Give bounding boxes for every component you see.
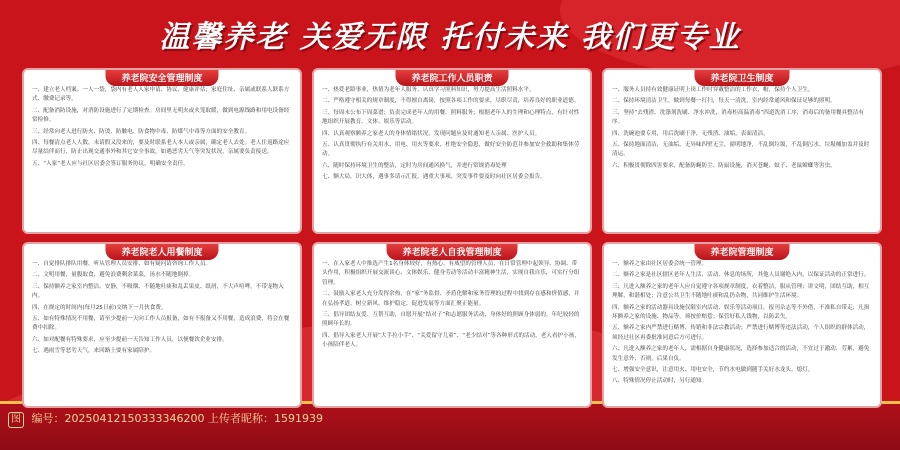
rule-list xyxy=(612,260,872,387)
rule-item: 四、在规定的时间内(每月25日前)交纳下一月伙食费。 xyxy=(32,304,167,311)
panel-self-management xyxy=(312,242,592,408)
rule-list xyxy=(32,86,292,169)
panel-staff-duties xyxy=(312,68,592,234)
panel-safety-rules xyxy=(22,68,302,234)
rule-item: 四、洗碗池要专用，用后洗刷干净，无残渣、油垢，表面清洁。 xyxy=(612,130,769,137)
rule-item: 六、如对配餐有特殊要求，应至少提前一天告知工作人员，以便餐饮企业安排。 xyxy=(32,336,228,343)
panel-dining-rules xyxy=(22,242,302,408)
rule-item: 四、额养之家的活动器具设施仅限室内活动、娱乐等活动项目，报刊杂志等不外借，不准私自带走；凡损坏额养之家的设施、物品等，须按价赔偿；保管好私人钱物，以防丢失。 xyxy=(612,304,870,321)
panel-grid xyxy=(22,68,882,408)
rule-item: 五、如有特殊情况不用餐，请至少提前一天向工作人员报备，如有不报备又不用餐，造成浪费，将会在餐费中扣除。 xyxy=(32,316,290,332)
rule-item: 五、认真贯彻执行有关用水、用电、用火等要求，杜绝安全隐患，做好安全防范并参加安全救助和集体劳动。 xyxy=(322,142,580,158)
rule-item: 六、积极贯彻除四害要求，配备防蝇防尘、防鼠设施，消灭苍蝇、蚊子、老鼠蟑螂等害虫。 xyxy=(612,162,836,169)
page-title: 温馨养老 关爱无限 托付未来 我们更专业 xyxy=(159,20,741,55)
rule-list xyxy=(32,260,292,357)
rule-item: 二、严格遵守相关的规章制度，不得擅自离岗，按照各项工作的要求，尽职尽责，培养良好的职业道德。 xyxy=(322,98,580,105)
rule-item: 七、增强安全意识，注意用火、用电安全，节约水电做到随手关好水龙头、熄灯。 xyxy=(612,367,814,374)
rule-item: 六、凡进入额养之家的老年人，需根据自身健康状况，选择参加适合的活动，不宜过于激动、劳累，避免发生意外；否则，后果自负。 xyxy=(612,346,870,362)
rule-item: 五、“入家”老人应与社区居委会签订服务协议，明确安全责任。 xyxy=(32,160,189,167)
rule-item: 一、自觉排队排队用餐，听从管理人员安排，如有疑问请咨询工作人员。 xyxy=(32,261,212,267)
watermark-logo-icon: 图 xyxy=(8,412,24,428)
rule-item: 一、在入家老人中推选产生1名身体较好，有热心、有威望的管理人员，在日常管理中起领导、协调、带头作用，积极组织开展交流谈心、文体娱乐、健身劳动等活动丰富精神生活，实现自我自乐，可实行分组管理。 xyxy=(322,261,580,286)
rule-item: 一、额养之家由社区居委会统一管理。 xyxy=(612,261,708,267)
rule-item: 六、随时保持环境卫生的整洁，定时为房间通风换气，并进行常规消毒处理 xyxy=(322,162,507,169)
panel-title: 养老院老人自我管理制度 xyxy=(386,243,517,260)
rule-item: 三、坚持“去残渣、洗涤剂洗刷、净水冲洗，消毒柜高温消毒”四道洗消工序，消毒后的备用餐具整洁有序。 xyxy=(612,109,864,126)
rule-item: 一、建立老人档案。一人一袋，袋内有老人入家申请、协议、健康评估；家庭住址、亲属或联系人联系方式、缴费记录等。 xyxy=(32,87,290,103)
panel-title: 养老院老人用餐制度 xyxy=(105,243,218,260)
panel-title: 养老院管理制度 xyxy=(694,243,789,260)
rule-item: 二、文明用餐，量腹取食，避免浪费剩余菜菜，汤水不随地倒掉。 xyxy=(32,272,195,279)
rule-item: 二、保持环境清洁卫生，做到每餐一打扫，每天一清洗，室内经常通风和保证足够的照明。 xyxy=(612,98,836,105)
rule-item: 三、倡导团结友爱、互帮互助，自愿开展“结对子”和志愿服务活动，身体好的照顾身体弱的，年纪较轻的照顾年长的。 xyxy=(322,312,580,328)
watermark xyxy=(8,410,323,428)
rule-item: 二、配备消防设施，对消防设施进行了定期检查。房间里无明火或火笼取暖，做到电源线路和用电设备经常检修。 xyxy=(32,107,290,124)
rule-item: 一、服务人员持有效健康证明上岗工作时穿戴整洁的工作衣、帽，保持个人卫生。 xyxy=(612,87,814,93)
rule-item: 一、热爱老龄事业，热情为老年人服务。认真学习照料知识，努力提高生活照料水平。 xyxy=(322,87,535,93)
rule-item: 三、每周末公布下周菜谱；负责完成老年人的用餐、照料服务；根据老年人的生理和心理特点，有针对性地组织开展教育、文体、娱乐等活动。 xyxy=(322,109,580,126)
panel-management-rules xyxy=(602,242,882,408)
rule-item: 七、额大局，识大体，遇事多请示汇报，遇重大事项、突发事件要及时向社区居委会报告。 xyxy=(322,174,546,181)
panel-title: 养老院卫生制度 xyxy=(694,69,789,86)
rule-item: 三、保持额养之家室内整洁、安静，不吸烟、不随地吐痰和乱丢果皮、纸屑，不大声喧哗，不带宠物入内。 xyxy=(32,283,284,300)
panel-hygiene-rules xyxy=(602,68,882,234)
watermark-text: 编号：20250412150333346200 上传者昵称：1591939 xyxy=(31,412,323,425)
rule-list xyxy=(322,86,582,183)
rule-item: 二、鼓励入家老人充分发挥余热，在“家”务监督、矛盾化解和家务管理的过程中找到存在感和价值感，并在弘扬孝道、树立新风、维护稳定、促进发展等方面汇聚正能量。 xyxy=(322,291,580,307)
rule-item: 三、经常向老人进行防火、防烫、防触电、防食物中毒、防煤气中毒等方面的安全教育。 xyxy=(32,128,251,135)
rule-item: 八、特殊情况停止活动时，另行通知。 xyxy=(612,378,708,385)
rule-item: 三、凡进入额养之家的老年人应自觉遵守各项规章制度，衣着整洁，服从管理；讲文明，团结互助，相互理解，和谐相处；注意公共卫生不随地吐痰和乱扔杂物，共同维护生活环境。 xyxy=(612,283,870,300)
rule-list xyxy=(322,260,582,351)
panel-title: 养老院工作人员职责 xyxy=(395,69,508,86)
rule-item: 五、额养之家内严禁进行赌博、传销和非法宗教活动；严禁进行赌博等违法活动，个人组织的群体活动，须经过社区再委批准同意后方可进行。 xyxy=(612,325,870,341)
rule-item: 七、遇雨雪等恶劣天气，来回路上要有家属陪护。 xyxy=(32,348,156,355)
rule-item: 五、保持地面清洁，无油垢、无异味四壁无尘，窗明地净，不乱倒垃圾，不乱倒污水，垃圾桶加盖并及时清运。 xyxy=(612,142,870,158)
rule-item: 四、每餐清点老人人数，未请假又没来的，要及时联系老人本人或亲属，确定老人去处。老人住返路途应尽量结伴而行，防止出现交通事外和其它安全事故。如遇恶劣天气等突发状况，亲属要负责接送。 xyxy=(32,140,290,156)
rule-item: 四、认真观察额养之家老人的身体情绪状况，发现问题应及时通知老人亲属、医护人员。 xyxy=(322,130,541,137)
rule-item: 四、倡导入家老人开展“大手拉小手”、“关爱留守儿童”、“老少结对”等各种形式的活动，老人看护小孩，小孩陪伴老人。 xyxy=(322,332,580,349)
rule-list xyxy=(612,86,872,171)
rule-item: 二、额养之家是社区辖区老年人生活、活动、休息的场所，其他人员谢绝入内，以保证活动的正常进行。 xyxy=(612,272,870,279)
panel-title: 养老院安全管理制度 xyxy=(105,69,218,86)
